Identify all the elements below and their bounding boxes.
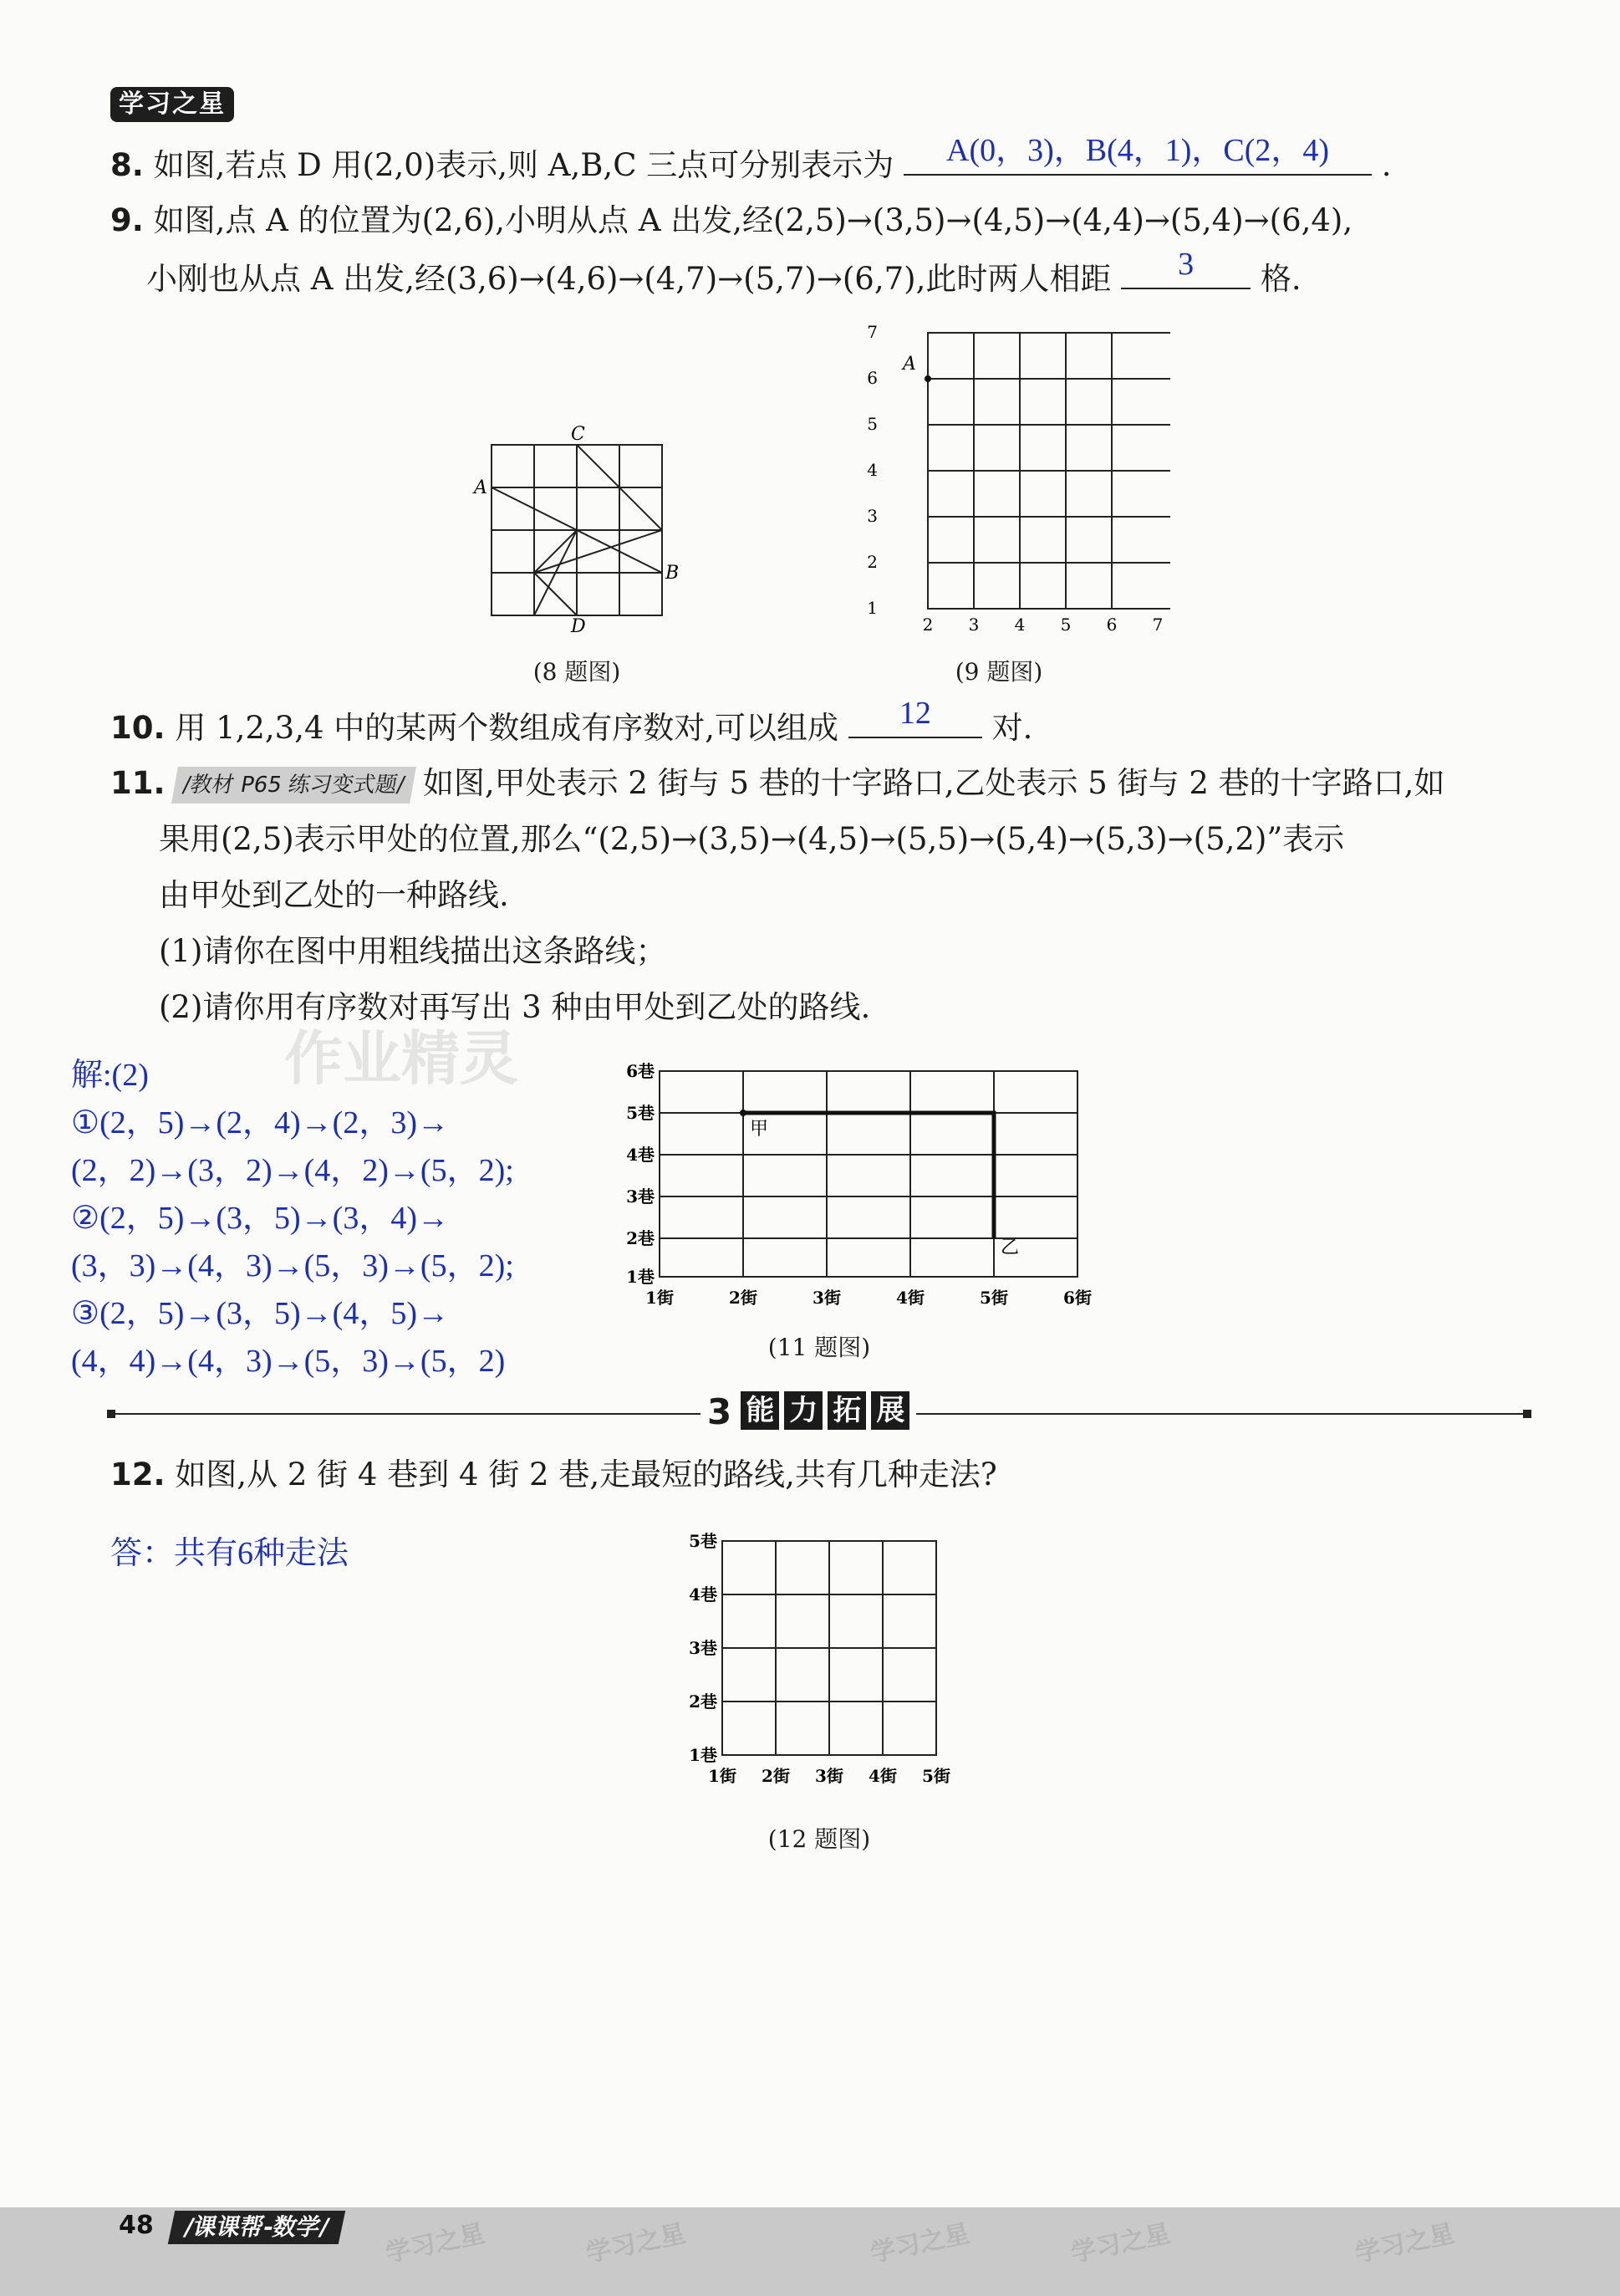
solution-line: (4，4)→(4，3)→(5，3)→(5，2) <box>71 1344 506 1379</box>
x-axis-ticks <box>923 615 1164 635</box>
point-label-b: B <box>665 563 680 584</box>
figure-12-caption: (12 题图) <box>767 1825 871 1853</box>
street-label: 2街 <box>729 1288 757 1308</box>
solution-line: ②(2，5)→(3，5)→(3，4)→ <box>71 1201 449 1236</box>
figure-8 <box>464 418 681 644</box>
footer-logo-watermark: 学习之星 <box>868 2218 973 2269</box>
lane-label: 1巷 <box>689 1745 717 1765</box>
question-number: 12. <box>110 1457 166 1492</box>
question-suffix: . <box>1381 147 1392 183</box>
section-char: 能 <box>741 1391 779 1430</box>
question-11-sub-1: (1)请你在图中用粗线描出这条路线； <box>159 933 667 969</box>
lane-label: 2巷 <box>689 1691 717 1712</box>
footer-logo-watermark: 学习之星 <box>383 2218 488 2269</box>
figure-9-caption: (9 题图) <box>955 658 1043 686</box>
street-label: 5街 <box>980 1288 1008 1308</box>
question-text: 小刚也从点 A 出发,经(3,6)→(4,6)→(4,7)→(5,7)→(6,7),此时两人相距 <box>146 261 1112 297</box>
section-char: 力 <box>784 1391 823 1430</box>
question-number: 9. <box>110 202 144 238</box>
brand-logo: 学习之星 <box>110 87 234 122</box>
solution-line: ③(2，5)→(3，5)→(4，5)→ <box>71 1296 449 1331</box>
solution-line: (3，3)→(4，3)→(5，3)→(5，2); <box>71 1248 514 1283</box>
solution-line: 解:(2) <box>71 1058 149 1093</box>
question-text: 如图,点 A 的位置为(2,6),小明从点 A 出发,经(2,5)→(3,5)→(4,5)→(4,4)→(5,4)→(6,4), <box>153 202 1353 238</box>
question-11-line-1 <box>110 765 1444 804</box>
page-number: 48 <box>119 2211 154 2240</box>
y-tick: 1 <box>867 598 878 618</box>
lane-label: 4巷 <box>689 1584 717 1605</box>
divider-end-dot <box>107 1410 115 1418</box>
figure-8-caption: (8 题图) <box>532 658 621 686</box>
street-label: 2街 <box>762 1766 790 1786</box>
street-label: 1街 <box>708 1766 736 1786</box>
y-axis-ticks <box>867 322 878 618</box>
question-text: 如图,甲处表示 2 街与 5 巷的十字路口,乙处表示 5 街与 2 巷的十字路口,如 <box>422 765 1445 801</box>
lane-labels <box>689 1531 717 1765</box>
x-tick: 2 <box>922 615 934 635</box>
footer-logo-watermark: 学习之星 <box>583 2218 689 2269</box>
street-label: 6街 <box>1063 1288 1092 1308</box>
y-tick: 2 <box>867 552 878 572</box>
street-label: 3街 <box>815 1766 843 1786</box>
start-label: 甲 <box>750 1119 769 1140</box>
street-labels <box>645 1288 1092 1308</box>
point-a-dot <box>925 375 931 382</box>
start-dot <box>740 1110 746 1116</box>
handwritten-answer: 3 <box>1178 247 1195 282</box>
divider-end-dot <box>1523 1410 1531 1418</box>
question-12-answer: 答：共有6种走法 <box>110 1536 349 1571</box>
watermark: 作业精灵 <box>284 1024 518 1093</box>
figure-9 <box>853 319 1170 637</box>
question-11-line-2: 果用(2,5)表示甲处的位置,那么“(2,5)→(3,5)→(4,5)→(5,5)→(5,4)→(5,3)→(5,2)”表示 <box>159 821 1345 857</box>
textbook-tag: /教材 P65 练习变式题/ <box>171 767 416 804</box>
y-tick: 4 <box>867 460 878 480</box>
lane-label: 1巷 <box>626 1267 655 1287</box>
question-9-line-1 <box>110 202 1353 239</box>
question-text: 如图,从 2 街 4 巷到 4 街 2 巷,走最短的路线,共有几种走法? <box>175 1457 997 1492</box>
x-tick: 4 <box>1014 615 1026 635</box>
lane-label: 3巷 <box>689 1638 717 1658</box>
section-number: 3 <box>707 1391 732 1432</box>
street-label: 4街 <box>869 1766 897 1786</box>
section-char: 拓 <box>828 1391 866 1430</box>
question-text: 用 1,2,3,4 中的某两个数组成有序数对,可以组成 <box>175 710 839 746</box>
lane-label: 4巷 <box>626 1145 655 1165</box>
x-tick: 6 <box>1106 615 1118 635</box>
y-tick: 3 <box>867 506 878 526</box>
question-number: 10. <box>110 710 166 746</box>
book-title: /课课帮-数学/ <box>168 2211 346 2244</box>
answer-blank <box>1121 247 1251 289</box>
point-label-a: A <box>474 477 487 498</box>
point-label-d: D <box>571 616 586 637</box>
street-label: 1街 <box>645 1288 674 1308</box>
lane-label: 2巷 <box>626 1228 655 1248</box>
street-label: 3街 <box>813 1288 841 1308</box>
handwritten-answer: 12 <box>899 696 931 731</box>
question-9-line-2 <box>146 247 1302 298</box>
question-11-sub-2: (2)请你用有序数对再写出 3 种由甲处到乙处的路线. <box>159 989 871 1025</box>
x-tick: 3 <box>968 615 980 635</box>
section-title <box>700 1391 916 1435</box>
answer-blank <box>848 696 982 738</box>
question-8 <box>110 133 1392 184</box>
question-10 <box>110 696 1033 747</box>
question-12 <box>110 1457 997 1493</box>
lane-labels <box>626 1061 655 1287</box>
question-number: 11. <box>110 765 166 801</box>
question-suffix: 对. <box>991 710 1033 746</box>
point-label-c: C <box>571 424 585 445</box>
lane-label: 5巷 <box>689 1531 717 1551</box>
x-tick: 7 <box>1152 615 1164 635</box>
figure-11 <box>614 1058 1108 1317</box>
street-label: 4街 <box>896 1288 925 1308</box>
solution-line: ①(2，5)→(2，4)→(2，3)→ <box>71 1105 449 1140</box>
answer-blank <box>904 133 1372 176</box>
question-number: 8. <box>110 147 144 183</box>
y-tick: 5 <box>867 414 878 434</box>
solution-line: (2，2)→(3，2)→(4，2)→(5，2); <box>71 1153 514 1188</box>
point-label-a: A <box>903 354 916 375</box>
end-label: 乙 <box>1001 1237 1020 1258</box>
footer-logo-watermark: 学习之星 <box>1353 2218 1458 2269</box>
question-suffix: 格. <box>1260 261 1302 297</box>
page-footer <box>0 2207 1620 2296</box>
section-char: 展 <box>871 1391 909 1430</box>
figure-12 <box>669 1526 961 1793</box>
lane-label: 3巷 <box>626 1186 655 1207</box>
footer-logo-watermark: 学习之星 <box>1068 2218 1174 2269</box>
drawn-route <box>743 1113 994 1238</box>
x-tick: 5 <box>1060 615 1072 635</box>
figure-11-caption: (11 题图) <box>767 1334 871 1361</box>
street-labels <box>708 1766 950 1786</box>
lane-label: 5巷 <box>626 1103 655 1123</box>
handwritten-answer: A(0，3)，B(4，1)，C(2，4) <box>946 133 1330 168</box>
street-label: 5街 <box>922 1766 950 1786</box>
lane-label: 6巷 <box>626 1061 655 1081</box>
question-11-line-3: 由甲处到乙处的一种路线. <box>159 877 509 913</box>
y-tick: 7 <box>867 322 878 342</box>
question-text: 如图,若点 D 用(2,0)表示,则 A,B,C 三点可分别表示为 <box>153 147 894 183</box>
y-tick: 6 <box>867 368 878 388</box>
